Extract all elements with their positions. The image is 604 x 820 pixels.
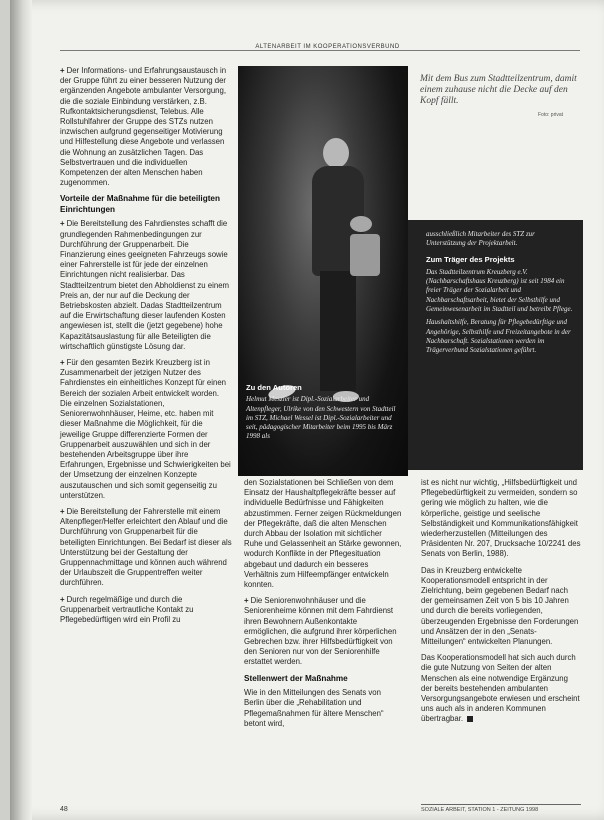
section-heading-stellenwert: Stellenwert der Maßnahme [244, 673, 348, 683]
section-heading-vorteile: Vorteile der Maßnahme für die beteiligten Einrichtungen [60, 194, 220, 214]
sidebar-heading: Zum Träger des Projekts [426, 254, 515, 264]
bullet-icon: + [60, 66, 65, 75]
bullet-icon: + [60, 219, 65, 229]
bullet-icon: + [60, 594, 65, 604]
paragraph: + Die Bereitstellung der Fahrerstelle mit einem Altenpfleger/Helfer erleichtert den Ablauf und die Durchführung von Gruppenarbeit für die beteiligten Einrichtungen. Bei Bedarf ist dieser als Unterstützung bei der Gestaltung der Gruppennachmittage und können auch während der Urlaubszeit die Gruppentreffen weiter durchführen. [60, 506, 232, 588]
photo-credit: Foto: privat [538, 112, 564, 118]
paragraph: + Die Bereitstellung des Fahrdienstes schafft die grundlegenden Rahmenbedingungen zur Durchführung der Gruppenarbeit. Die Finanzierung eines geeigneten Fahrzeugs sowie einer Fahrerstelle ist für jede der einzelnen Einrichtungen nicht realisierbar. Das Stadtteilzentrum bietet den Abholdienst zu einem Preis an, der nur auf die Deckung der Betriebskosten abzielt. Dadas Stadtteilzentrum auf die Erwirtschaftung dieser laufenden Kosten angewiesen ist, stellt die (jetzt gegebene) hohe Kapazitätsauslastung für alle Beteiligten die wirtschaftlich günstigste Lösung dar. [60, 219, 230, 351]
paragraph: + Durch regelmäßige und durch die Gruppenarbeit vertrautliche Kontakt zu Pflegebedürftigen wird ein Profil zu [60, 594, 194, 624]
column-right [421, 478, 581, 731]
document-page [10, 0, 604, 820]
photo-person-legs [320, 271, 356, 391]
bullet-icon: + [244, 596, 249, 606]
authors-caption [246, 383, 403, 468]
end-mark-icon [467, 716, 473, 722]
bullet-icon: + [60, 358, 65, 368]
footer-rule [421, 804, 581, 805]
column-middle [244, 478, 402, 735]
paragraph: Das Kooperationsmodell hat sich auch durch die gute Nutzung von Seiten der alten Menschen als eine notwendige Ergänzung der bereits bestehenden ambulanten Versorgungsangebote erwiesen und erscheint uns auch als in anderen Kommunen übertragbar. [421, 653, 580, 724]
footer-source: SOZIALE ARBEIT, STATION 1 - ZEITUNG 1998 [421, 807, 539, 813]
paragraph: + Für den gesamten Bezirk Kreuzberg ist in Zusammenarbeit der jetzigen Nutzer des Fahrdienstes ein einheitliches Konzept für einen Bereich der sozialen Arbeit entwickelt worden. Die einzelnen Sozialstationen, Seniorenwohnhäuser, Heime, etc. haben mit dieser Maßnahme die Möglichkeit, für die jeweilige Gruppe differenzierte Formen der Gruppenarbeit auszuwählen und sich in der bestehenden Arbeitsgruppe über ihre Erfahrungen, Ergebnisse und Schwierigkeiten bei der Umsetzung der einzelnen Konzepte auszutauschen und sich somit gegenseitig zu unterstützen. [60, 358, 231, 500]
paragraph: den Sozialstationen bei Schließen von dem Einsatz der Haushaltpflegekräfte besser auf individuelle Bedürfnisse und Fähigkeiten abzustimmen. Ferner zeigen Rückmeldungen der Pflegekräfte, daß die alten Menschen durch Abbau der Isolation mit sichtlicher Ruhe und Gelassenheit an Stärke gewonnen, wodurch Konflikte in der Pflegesituation abgebaut und dadurch ein besseres Verhältnis zum Hilfeempfänger entwickeln konnten. [244, 478, 402, 590]
authors-text: Helmut Meszler ist Dipl.-Sozialarbeiter und Altenpfleger, Ulrike von den Schwestern von Stadtteil im STZ, Michael Wessel ist Dipl.-Sozialarbeiter und seit, pädagogischer Mitarbeiter beim 1995 bis März 1998 als [246, 395, 396, 441]
sidebar-paragraph: Haushaltshilfe, Beratung für Pflegebedürftige und Angehörige, Selbsthilfe und Freizeitangebote in der Nachbarschaft. Sozialstationen werden im Trägerverbund Sozialstationen geführt. [426, 318, 571, 355]
photo-quote: Mit dem Bus zum Stadtteilzentrum, damit einem zuhause nicht die Decke auf den Kopf fällt. [420, 74, 577, 107]
sidebar-top-text: ausschließlich Mitarbeiter des STZ zur Unterstützung der Projektarbeit. [426, 230, 535, 248]
running-header: ALTENARBEIT IM KOOPERATIONSVERBUND [255, 44, 400, 50]
sidebar-paragraph: Das Stadtteilzentrum Kreuzberg e.V. (Nachbarschaftshaus Kreuzberg) ist seit 1984 ein freier Träger der Sozialarbeit und Nachbarschaftsarbeit, bietet der Selbsthilfe und Gemeinwesenarbeit im Stadtteil und betreibt Pflege. [426, 267, 573, 314]
paragraph: ist es nicht nur wichtig, „Hilfsbedürftigkeit und Pflegebedürftigkeit zu vermeiden, sondern so gering wie möglich zu halten, wie die körperliche, geistige und seelische Selbständigkeit und Kommunikationsfähigkeit wiederherzustellen (Mitteilungen des Präsidenten Nr. 207, Drucksache 10/2241 des Senats von Berlin, 1988). [421, 478, 581, 559]
paragraph: + Die Seniorenwohnhäuser und die Seniorenheime können mit dem Fahrdienst ihren Bewohnern Außenkontakte ermöglichen, die aufgrund ihrer körperlichen Gebrechen bzw. ihrer Hilfsbedürftigkeit von den Senioren nur von der Seniorenhilfe erstattet werden. [244, 596, 397, 667]
page-number: 48 [60, 806, 68, 813]
paragraph: Wie in den Mitteilungen des Senats von Berlin über die „Rehabilitation und Pflegemaßnahmen für ältere Menschen“ betont wird, [244, 688, 384, 728]
paragraph: Das in Kreuzberg entwickelte Kooperationsmodell entspricht in der Zielrichtung, beim gegebenen Bedarf nach der gemeinsamen Zeit von 5 bis 10 Jahren und durch die bereits vorliegenden, überzeugenden Ergebnisse den Forderungen und Ansätzen der in den „Senats-Mitteilungen“ entwickelten Planungen. [421, 565, 579, 647]
intro-paragraph: + Der Informations- und Erfahrungsaustausch in der Gruppe führt zu einer besseren Nutzung der ergänzenden Angebote ambulanter Versorgung, die die soziale Einbindung verstärken, z.B. Rufkontaktsicherungsdienst, Telebus. Alle Rollstuhlfahrer der Gruppe des STZs nutzen inzwischen aufgrund gegenseitiger Motivierung und Hilfestellung diese Angebote und verlassen die Wohnung an zusätzlichen Tagen. Das Selbstvertrauen und die individuellen Kompetenzen der alten Menschen haben zugenommen. [60, 66, 227, 188]
photo-person-head [323, 138, 349, 168]
photo-bag [350, 234, 380, 276]
header-rule [60, 50, 580, 51]
bullet-icon: + [60, 506, 65, 516]
authors-title: Zu den Autoren [246, 383, 302, 392]
photo-person-hand [350, 216, 372, 232]
column-left [60, 66, 232, 631]
sidebar-box [408, 220, 583, 470]
binding-shadow [10, 0, 32, 820]
